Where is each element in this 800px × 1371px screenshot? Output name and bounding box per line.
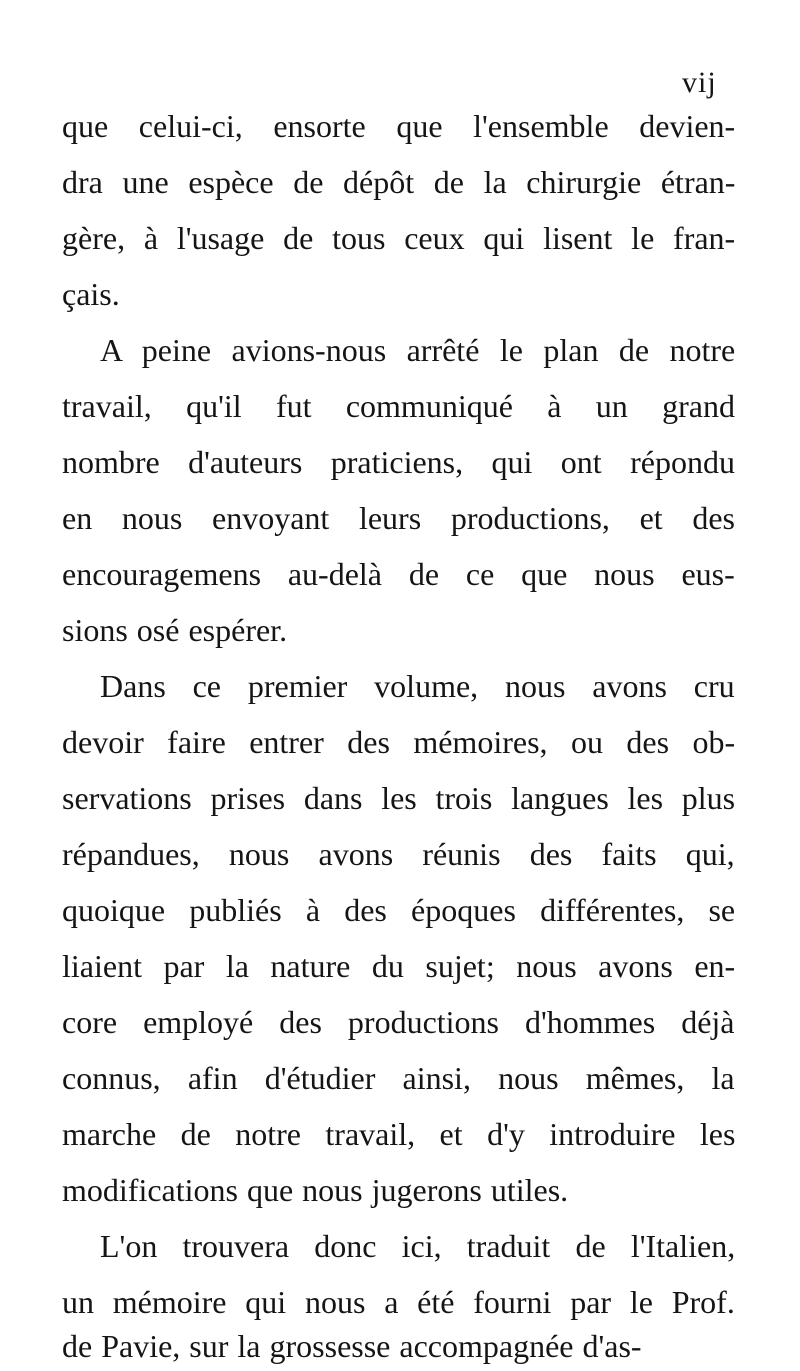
text-line: modifications que nous jugerons utiles.: [62, 1172, 569, 1208]
text-line: çais.: [62, 276, 120, 312]
text-line: un mémoire qui nous a été fourni par le Prof.: [62, 1284, 735, 1320]
text-line: répandues, nous avons réunis des faits qui,: [62, 836, 735, 872]
text-line: A peine avions-nous arrêté le plan de notre: [100, 332, 736, 368]
text-line: servations prises dans les trois langues les plus: [62, 780, 736, 816]
text-line: core employé des productions d'hommes déjà: [62, 1004, 735, 1040]
text-line: de Pavie, sur la grossesse accompagnée d'as-: [62, 1328, 642, 1364]
text-line: sions osé espérer.: [62, 612, 288, 648]
text-line: dra une espèce de dépôt de la chirurgie étran-: [62, 164, 736, 200]
text-line: que celui-ci, ensorte que l'ensemble devien-: [62, 108, 736, 144]
text-line: travail, qu'il fut communiqué à un grand: [62, 388, 735, 424]
text-line: connus, afin d'étudier ainsi, nous mêmes, la: [62, 1060, 735, 1096]
text-line: quoique publiés à des époques différentes, se: [62, 892, 736, 928]
text-line: marche de notre travail, et d'y introduire les: [62, 1116, 736, 1152]
text-line: L'on trouvera donc ici, traduit de l'Italien,: [100, 1228, 736, 1264]
text-line: en nous envoyant leurs productions, et des: [62, 500, 735, 536]
text-line: nombre d'auteurs praticiens, qui ont répondu: [62, 444, 735, 480]
text-line: liaient par la nature du sujet; nous avons en-: [62, 948, 736, 984]
text-line: Dans ce premier volume, nous avons cru: [100, 668, 735, 704]
text-line: gère, à l'usage de tous ceux qui lisent le fran-: [62, 220, 736, 256]
text-line: devoir faire entrer des mémoires, ou des ob-: [62, 724, 736, 760]
text-line: encouragemens au-delà de ce que nous eus-: [62, 556, 735, 592]
page-number: vij: [682, 66, 717, 99]
